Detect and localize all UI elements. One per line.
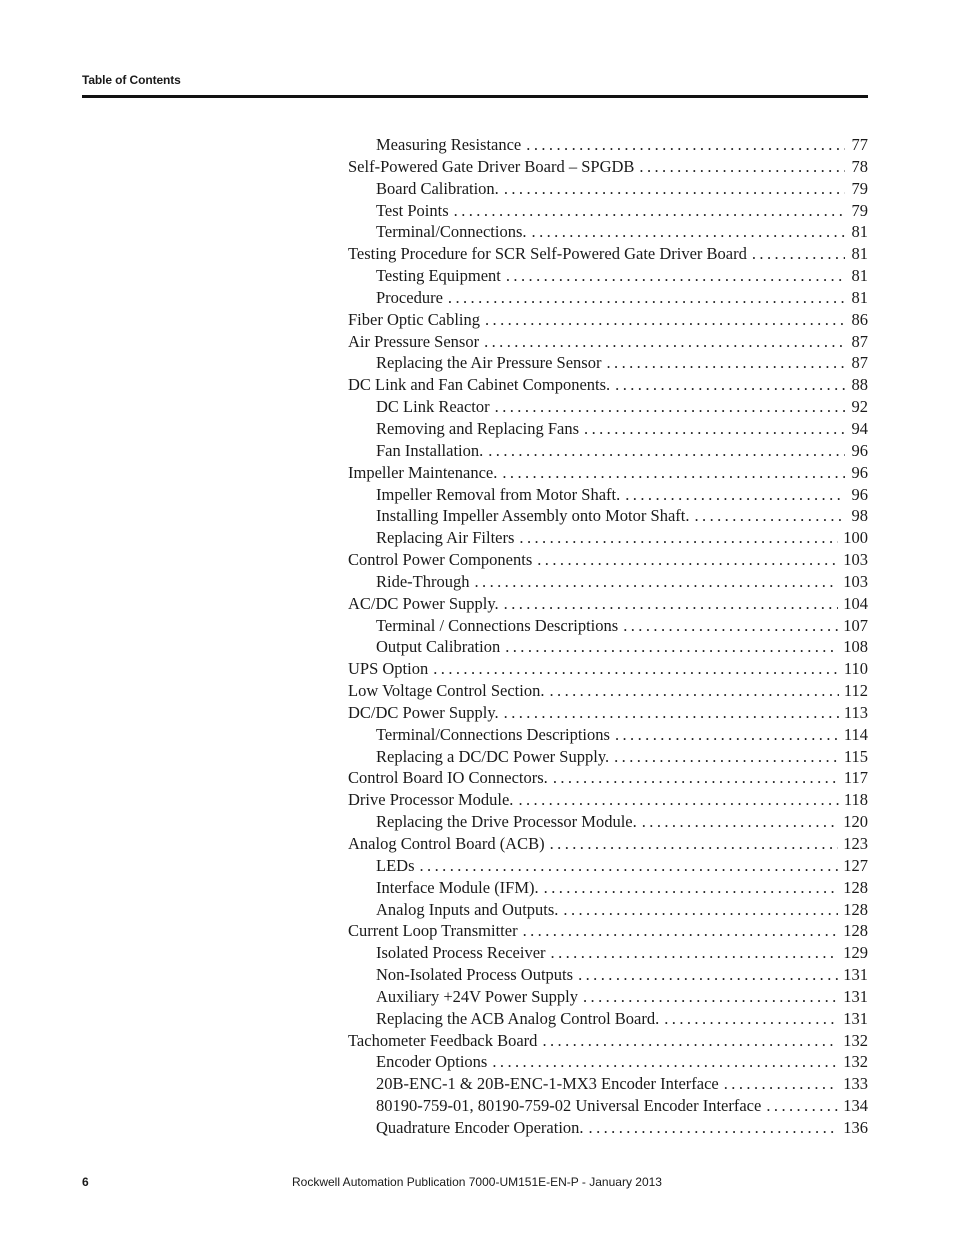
toc-page-number: 132 [843,1052,868,1072]
toc-dot-leader [537,549,838,571]
toc-page-number: 117 [843,768,868,788]
toc-entry-title: Measuring Resistance [376,135,522,154]
toc-entry[interactable] [348,767,868,789]
toc-dot-leader [664,1008,838,1030]
toc-page-number: 134 [843,1096,868,1116]
toc-dot-leader [752,243,845,265]
toc-page-number: 88 [851,375,868,395]
toc-entry-title: Replacing the ACB Analog Control Board. [376,1008,660,1028]
toc-subentry[interactable] [348,1008,868,1030]
toc-dot-leader [492,1051,838,1073]
toc-page-number: 96 [851,484,868,504]
toc-page-number: 131 [843,965,868,985]
toc-subentry[interactable] [348,178,868,200]
toc-entry[interactable] [348,593,868,615]
toc-dot-leader [504,702,839,724]
toc-page-number: 96 [851,440,868,460]
toc-dot-leader [420,855,839,877]
toc-dot-leader [584,418,845,440]
toc-subentry[interactable] [348,352,868,374]
toc-dot-leader [551,942,839,964]
toc-entry-title: Fan Installation. [376,440,484,460]
toc-page-number: 128 [843,899,868,919]
toc-page-number: 113 [843,702,868,722]
toc-entry-title: Control Board IO Connectors. [348,768,548,788]
toc-entry-title: Testing Equipment [376,266,501,286]
toc-entry-title: 20B-ENC-1 & 20B-ENC-1-MX3 Encoder Interface [376,1074,719,1094]
toc-dot-leader [448,287,845,309]
toc-subentry[interactable] [348,986,868,1008]
toc-dot-leader [563,899,838,921]
toc-page-number: 87 [851,331,868,351]
toc-entry[interactable] [348,658,868,680]
toc-entry-title: Fiber Optic Cabling [348,309,480,329]
toc-subentry[interactable] [348,265,868,287]
toc-page-number: 104 [843,593,868,613]
toc-page-number: 86 [851,309,868,329]
toc-subentry[interactable] [348,899,868,921]
toc-entry-title: Low Voltage Control Section. [348,681,545,701]
toc-subentry[interactable] [348,942,868,964]
toc-subentry[interactable] [348,746,868,768]
toc-page-number: 118 [843,790,868,810]
toc-dot-leader [506,265,845,287]
toc-page-number: 81 [851,222,868,242]
toc-dot-leader [642,811,839,833]
toc-entry-title: Self-Powered Gate Driver Board – SPGDB [348,156,635,176]
toc-entry-title: Procedure [376,287,443,307]
toc-dot-leader [583,986,838,1008]
toc-entry-title: DC/DC Power Supply. [348,702,499,722]
toc-entry[interactable] [348,789,868,811]
toc-entry[interactable] [348,243,868,265]
toc-subentry[interactable] [348,440,868,462]
toc-subentry[interactable] [348,724,868,746]
toc-dot-leader [504,178,845,200]
toc-dot-leader [615,374,845,396]
toc-page-number: 131 [843,986,868,1006]
toc-entry[interactable] [348,374,868,396]
toc-page-number: 103 [843,571,868,591]
toc-dot-leader [518,789,838,811]
toc-subentry[interactable] [348,877,868,899]
toc-entry[interactable] [348,549,868,571]
toc-page-number: 78 [851,156,868,176]
toc-subentry[interactable] [348,527,868,549]
header-rule [82,95,868,98]
toc-dot-leader [433,658,839,680]
toc-dot-leader [606,352,845,374]
toc-dot-leader [614,746,839,768]
toc-page-number: 81 [851,244,868,264]
toc-page-number: 127 [843,855,868,875]
toc-dot-leader [623,615,838,637]
toc-entry-title: Replacing the Air Pressure Sensor [376,353,602,373]
toc-dot-leader [550,833,839,855]
toc-page-number: 136 [843,1117,868,1137]
toc-subentry[interactable] [348,134,868,156]
toc-page-number: 107 [843,615,868,635]
toc-dot-leader [553,767,839,789]
toc-entry-title: Replacing a DC/DC Power Supply. [376,746,610,766]
toc-subentry[interactable] [348,1073,868,1095]
toc-subentry[interactable] [348,200,868,222]
toc-dot-leader [589,1117,839,1139]
toc-dot-leader [502,462,845,484]
toc-dot-leader [615,724,839,746]
toc-subentry[interactable] [348,636,868,658]
toc-page-number: 128 [843,921,868,941]
footer-page-number: 6 [82,1175,89,1189]
toc-dot-leader [488,440,845,462]
toc-entry-title: DC Link Reactor [376,397,490,417]
toc-dot-leader [454,200,845,222]
toc-entry-title: DC Link and Fan Cabinet Components. [348,375,611,395]
toc-page-number: 94 [851,418,868,438]
toc-entry-title: Impeller Maintenance. [348,462,498,482]
toc-entry[interactable] [348,1030,868,1052]
toc-entry-title: Tachometer Feedback Board [348,1030,538,1050]
toc-entry-title: 80190-759-01, 80190-759-02 Universal Encoder Interface [376,1096,762,1116]
toc-dot-leader [578,964,838,986]
toc-subentry[interactable] [348,418,868,440]
toc-entry-title: Ride-Through [376,571,470,591]
toc-page-number: 92 [851,397,868,417]
toc-subentry[interactable] [348,964,868,986]
toc-dot-leader [523,920,839,942]
toc-subentry[interactable] [348,855,868,877]
footer-publication [0,1175,954,1189]
table-of-contents [348,134,868,1139]
toc-subentry[interactable] [348,221,868,243]
toc-entry-title: Interface Module (IFM). [376,877,539,897]
toc-subentry[interactable] [348,505,868,527]
toc-page-number: 79 [851,178,868,198]
toc-entry-title: UPS Option [348,659,429,679]
toc-page-number: 98 [851,506,868,526]
toc-dot-leader [542,1030,838,1052]
toc-entry-title: Control Power Components [348,550,533,570]
toc-entry-title: Quadrature Encoder Operation. [376,1117,584,1137]
toc-dot-leader [474,571,838,593]
toc-entry-title: Installing Impeller Assembly onto Motor Shaft. [376,506,690,526]
toc-page-number: 108 [843,637,868,657]
toc-page-number: 81 [851,266,868,286]
toc-dot-leader [694,505,845,527]
toc-dot-leader [625,484,845,506]
toc-entry[interactable] [348,331,868,353]
toc-page-number: 81 [851,287,868,307]
toc-entry-title: Replacing Air Filters [376,528,515,548]
toc-dot-leader [495,396,845,418]
toc-dot-leader [484,331,845,353]
toc-entry[interactable] [348,462,868,484]
toc-subentry[interactable] [348,287,868,309]
toc-entry-title: Analog Inputs and Outputs. [376,899,559,919]
toc-entry-title: AC/DC Power Supply. [348,593,499,613]
toc-subentry[interactable] [348,1095,868,1117]
toc-page-number: 79 [851,200,868,220]
toc-dot-leader [766,1095,838,1117]
toc-entry[interactable] [348,833,868,855]
toc-entry-title: Auxiliary +24V Power Supply [376,986,578,1006]
toc-entry-title: Testing Procedure for SCR Self-Powered Gate Driver Board [348,244,747,264]
toc-dot-leader [485,309,845,331]
toc-subentry[interactable] [348,396,868,418]
toc-entry[interactable] [348,702,868,724]
toc-page-number: 133 [843,1074,868,1094]
toc-entry-title: Board Calibration. [376,178,499,198]
toc-page-number: 110 [843,659,868,679]
toc-page-number: 114 [843,724,868,744]
toc-entry-title: Current Loop Transmitter [348,921,518,941]
toc-entry-title: Air Pressure Sensor [348,331,480,351]
toc-page-number: 87 [851,353,868,373]
toc-page-number: 120 [843,812,868,832]
footer-publication-text: Rockwell Automation Publication 7000-UM151E-EN-P - January 2013 [292,1175,662,1189]
toc-entry-title: Removing and Replacing Fans [376,418,580,438]
toc-entry-title: Terminal / Connections Descriptions [376,615,619,635]
toc-entry-title: Non-Isolated Process Outputs [376,965,574,985]
toc-dot-leader [544,877,839,899]
toc-page-number: 128 [843,877,868,897]
toc-entry-title: Terminal/Connections. [376,222,527,242]
toc-dot-leader [526,134,845,156]
toc-page-number: 103 [843,550,868,570]
toc-dot-leader [519,527,838,549]
toc-dot-leader [532,221,845,243]
toc-entry[interactable] [348,920,868,942]
toc-page-number: 77 [851,135,868,154]
toc-page-number: 115 [843,746,868,766]
toc-entry-title: Test Points [376,200,449,220]
toc-entry-title: Impeller Removal from Motor Shaft. [376,484,621,504]
running-header-title: Table of Contents [82,73,181,87]
toc-entry-title: Terminal/Connections Descriptions [376,724,610,744]
toc-entry-title: Encoder Options [376,1052,488,1072]
toc-entry-title: Replacing the Drive Processor Module. [376,812,637,832]
toc-subentry[interactable] [348,615,868,637]
toc-page-number: 100 [843,528,868,548]
toc-subentry[interactable] [348,484,868,506]
toc-dot-leader [639,156,845,178]
toc-page-number: 132 [843,1030,868,1050]
toc-page-number: 129 [843,943,868,963]
toc-entry-title: Drive Processor Module. [348,790,514,810]
toc-entry-title: Analog Control Board (ACB) [348,834,545,853]
toc-dot-leader [724,1073,839,1095]
toc-subentry[interactable] [348,1051,868,1073]
toc-page-number: 112 [843,681,868,701]
toc-page-number: 96 [851,462,868,482]
toc-dot-leader [504,593,839,615]
toc-dot-leader [505,636,838,658]
toc-entry[interactable] [348,309,868,331]
toc-entry-title: Isolated Process Receiver [376,943,546,963]
toc-entry-title: LEDs [376,855,415,875]
toc-page-number: 123 [843,834,868,853]
toc-entry[interactable] [348,680,868,702]
toc-entry[interactable] [348,156,868,178]
toc-page-number: 131 [843,1008,868,1028]
toc-subentry[interactable] [348,571,868,593]
toc-entry-title: Output Calibration [376,637,501,657]
toc-subentry[interactable] [348,1117,868,1139]
toc-subentry[interactable] [348,811,868,833]
toc-dot-leader [549,680,838,702]
